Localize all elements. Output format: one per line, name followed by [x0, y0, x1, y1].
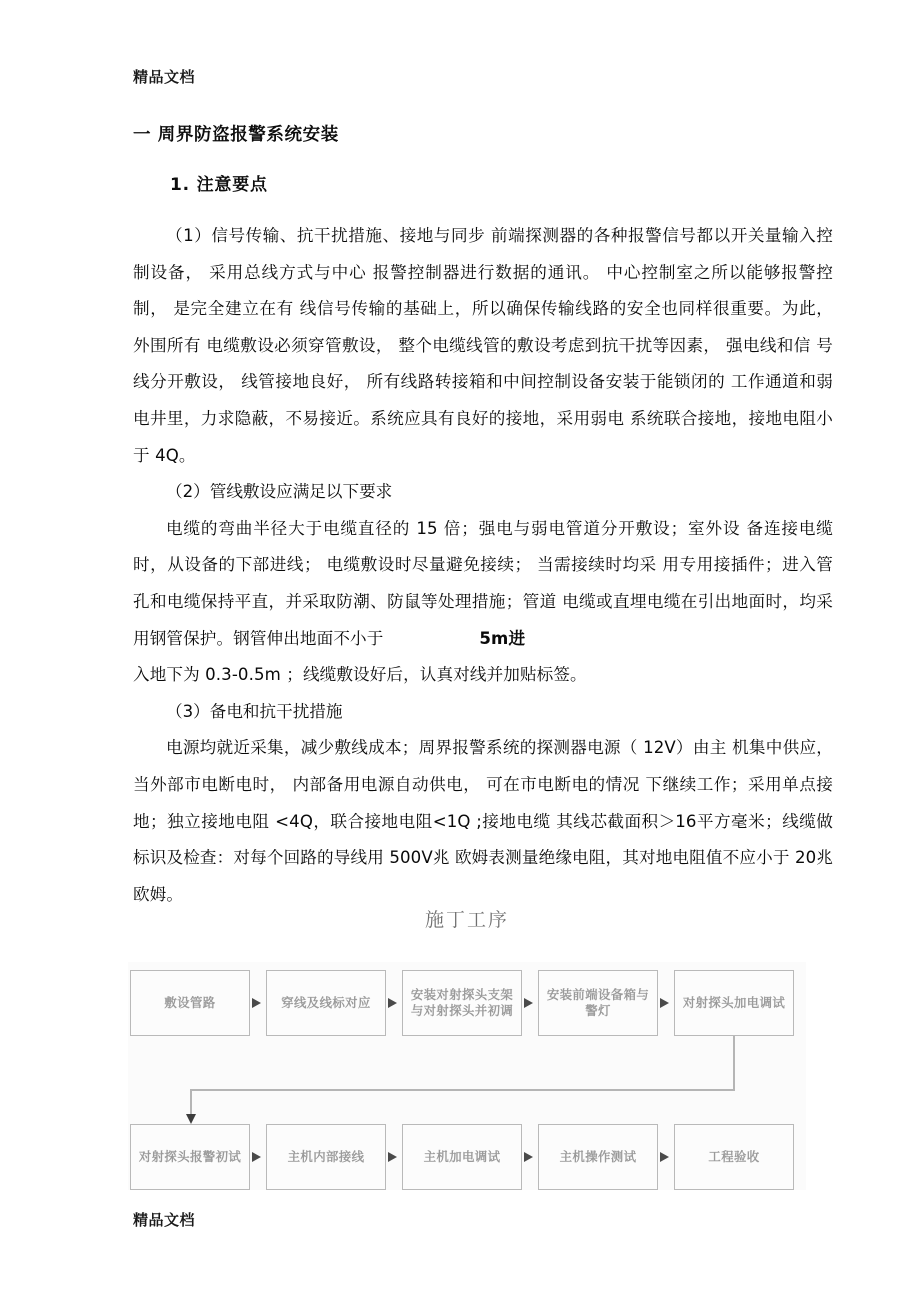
- flow-node-row2-3[interactable]: 主机加电调试: [402, 1124, 522, 1190]
- subheading-pipeline-laying: （2）管线敷设应满足以下要求: [166, 482, 393, 502]
- flow-arrow-wrap-down: [186, 1114, 196, 1124]
- header-watermark: 精品文档: [133, 68, 196, 86]
- flow-arrow-row2-2-3: [388, 1152, 397, 1162]
- flowchart-canvas: [128, 962, 806, 1190]
- flow-arrow-row1-2-3: [388, 998, 397, 1008]
- flow-node-row1-2[interactable]: 穿线及线标对应: [266, 970, 386, 1036]
- flowchart-title: 施丁工序: [424, 909, 509, 931]
- paragraph-underground-depth: 入地下为 0.3-0.5m ；线缆敷设好后，认真对线并加贴标签。: [133, 665, 587, 685]
- flow-node-row1-4[interactable]: 安装前端设备箱与警灯: [538, 970, 658, 1036]
- paragraph-pipeline-text: 电缆的弯曲半径大于电缆直径的 15 倍；强电与弱电管道分开敷设；室外设 备连接电缆时，从设备的下部进线； 电缆敷设时尽量避免接续； 当需接续时均采 用专用接插件；进入管孔和电缆保持平直，并采取防潮、防鼠等处理措施；管道 电缆或直埋电缆在引出地面时，均采用钢管保护。钢管伸出地面不小于: [133, 518, 833, 648]
- document-body: [133, 218, 839, 913]
- paragraph-backup-power-details: 电源均就近采集，减少敷线成本；周界报警系统的探测器电源（ 12V）由主 机集中供应，当外部市电断电时， 内部备用电源自动供电， 可在市电断电的情况 下继续工作；采用单点接地；独立接地电阻 <4Q，联合接地电阻<1Q ;接地电缆 其线芯截面积＞16平方毫米；线缆做标识及检查：对每个回路的导线用 500V兆 欧姆表测量绝缘电阻，其对地电阻值不应小于 20兆欧姆。: [133, 738, 833, 904]
- flow-arrow-row1-3-4: [524, 998, 533, 1008]
- section-heading: 1. 注意要点: [170, 175, 268, 195]
- paragraph-signal-transmission: （1）信号传输、抗干扰措施、接地与同步 前端探测器的各种报警信号都以开关量输入控制设备， 采用总线方式与中心 报警控制器进行数据的通讯。 中心控制室之所以能够报警控制， 是完全建立在有 线信号传输的基础上，所以确保传输线路的安全也同样很重要。为此， 外围所有 电缆敷设必须穿管敷设， 整个电缆线管的敷设考虑到抗干扰等因素， 强电线和信 号线分开敷设， 线管接地良好， 所有线路转接箱和中间控制设备安装于能锁闭的 工作通道和弱电井里，力求隐蔽，不易接近。系统应具有良好的接地，采用弱电 系统联合接地，接地电阻小于 4Q。: [133, 226, 839, 465]
- flow-node-row1-3[interactable]: 安装对射探头支架与对射探头并初调: [402, 970, 522, 1036]
- flow-arrow-row2-1-2: [252, 1152, 261, 1162]
- flow-arrow-row2-4-5: [660, 1152, 669, 1162]
- footer-watermark: 精品文档: [133, 1211, 196, 1229]
- flow-arrow-row1-4-5: [660, 998, 669, 1008]
- flow-node-row2-1[interactable]: 对射探头报警初试: [130, 1124, 250, 1190]
- flow-node-row2-4[interactable]: 主机操作测试: [538, 1124, 658, 1190]
- flow-arrow-row2-3-4: [524, 1152, 533, 1162]
- flow-connector-vertical-right: [733, 1036, 735, 1090]
- flow-node-row2-2[interactable]: 主机内部接线: [266, 1124, 386, 1190]
- flow-node-row2-5[interactable]: 工程验收: [674, 1124, 794, 1190]
- paragraph-pipeline-requirements: [133, 511, 833, 657]
- flow-connector-horizontal: [190, 1089, 735, 1091]
- subheading-backup-power: （3）备电和抗干扰措施: [166, 701, 343, 721]
- flow-arrow-row1-1-2: [252, 998, 261, 1008]
- construction-process-flowchart: [128, 905, 806, 1190]
- flow-node-row1-5[interactable]: 对射探头加电调试: [674, 970, 794, 1036]
- page-title: 一 周界防盗报警系统安装: [133, 125, 339, 145]
- pipeline-depth-value: 5m进: [479, 628, 526, 648]
- flow-node-row1-1[interactable]: 敷设管路: [130, 970, 250, 1036]
